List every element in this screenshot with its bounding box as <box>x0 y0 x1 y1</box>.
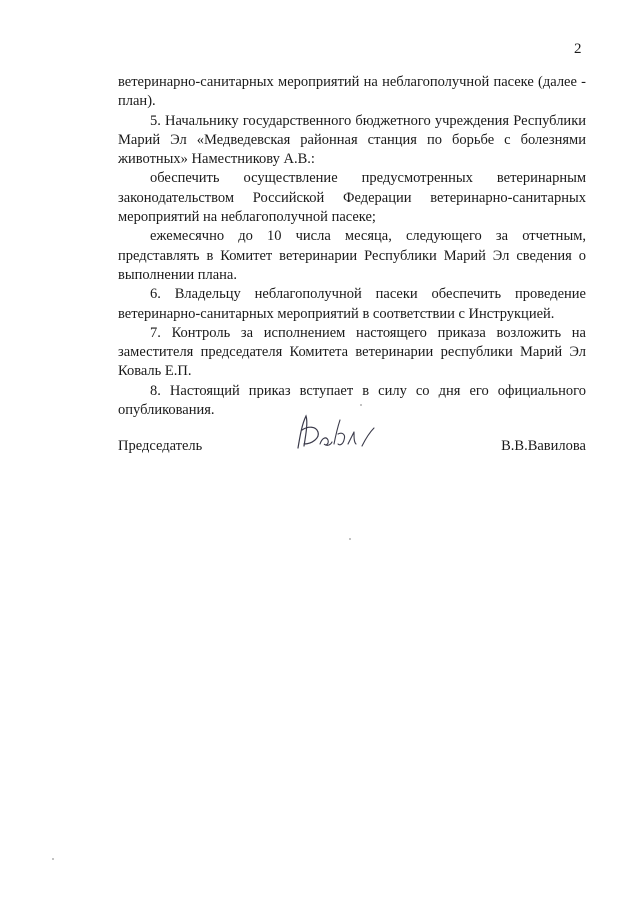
signature-role: Председатель <box>118 438 203 454</box>
paragraph-item-5-ensure: обеспечить осуществление предусмотренных ветеринарным законодательством Российской Федерации ветеринарно-санитарных мероприятий на неблагополучной пасеке; <box>118 170 586 226</box>
scan-speck <box>349 538 351 540</box>
scan-speck <box>360 404 362 406</box>
handwritten-signature <box>288 408 398 458</box>
document-body <box>118 73 586 420</box>
paragraph-continuation: ветеринарно-санитарных мероприятий на неблагополучной пасеке (далее - план). <box>118 74 586 110</box>
paragraph-item-7: 7. Контроль за исполнением настоящего приказа возложить на заместителя председателя Комитета ветеринарии республики Марий Эл Коваль Е.П. <box>118 324 586 380</box>
paragraph-item-8: 8. Настоящий приказ вступает в силу со дня его официального опубликования. <box>118 382 586 419</box>
page-number: 2 <box>574 41 582 57</box>
paragraph-item-5-monthly: ежемесячно до 10 числа месяца, следующего за отчетным, представлять в Комитет ветеринарии Республики Марий Эл сведения о выполнении плана. <box>118 228 586 283</box>
scan-speck <box>52 858 54 860</box>
paragraph-item-6: 6. Владельцу неблагополучной пасеки обеспечить проведение ветеринарно-санитарных мероприятий в соответствии с Инструкцией. <box>118 286 586 322</box>
signature-block <box>118 438 586 458</box>
paragraph-item-5: 5. Начальнику государственного бюджетного учреждения Республики Марий Эл «Медведевская районная станция по борьбе с болезнями животных» Наместникову А.В.: <box>118 112 586 168</box>
signature-name: В.В.Вавилова <box>501 438 586 454</box>
